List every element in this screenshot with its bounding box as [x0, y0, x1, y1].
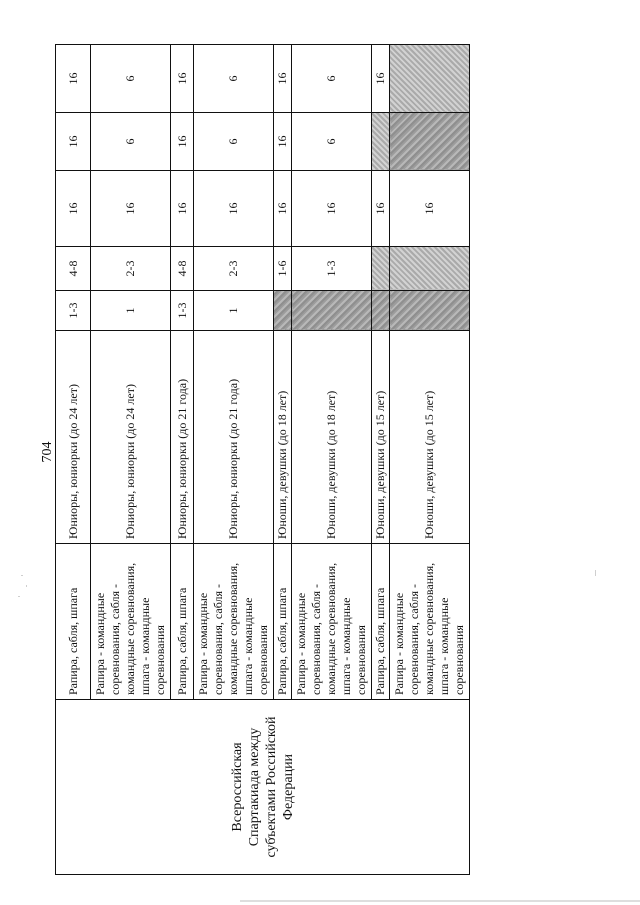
shaded-cell — [274, 291, 292, 331]
value-cell-5: 6 — [292, 45, 372, 113]
place-cell-2: 2-3 — [91, 247, 171, 291]
place-cell-1: 1 — [194, 291, 274, 331]
place-cell-2: 4-8 — [56, 247, 91, 291]
events-cell: Рапира - командные соревнования, сабля - командные соревнования, шпага - командные соревнования — [91, 544, 171, 700]
age-cell: Юноши, девушки (до 18 лет) — [292, 331, 372, 544]
shaded-cell — [390, 45, 470, 113]
place-cell-2: 1-3 — [292, 247, 372, 291]
age-cell: Юниоры, юниорки (до 24 лет) — [56, 331, 91, 544]
age-cell: Юноши, девушки (до 18 лет) — [274, 331, 292, 544]
value-cell-3: 16 — [292, 171, 372, 247]
place-cell-1: 1-3 — [171, 291, 194, 331]
place-cell-1: 1-3 — [56, 291, 91, 331]
age-cell: Юниоры, юниорки (до 24 лет) — [91, 331, 171, 544]
qualification-table — [55, 44, 470, 875]
value-cell-4: 6 — [292, 113, 372, 171]
value-cell-3: 16 — [274, 171, 292, 247]
value-cell-5: 16 — [171, 45, 194, 113]
value-cell-4: 16 — [171, 113, 194, 171]
events-cell: Рапира, сабля, шпага — [372, 544, 390, 700]
value-cell-4: 6 — [194, 113, 274, 171]
value-cell-3: 16 — [372, 171, 390, 247]
value-cell-5: 16 — [56, 45, 91, 113]
value-cell-5: 16 — [372, 45, 390, 113]
value-cell-5: 16 — [274, 45, 292, 113]
value-cell-3: 16 — [171, 171, 194, 247]
scan-speck — [21, 575, 23, 576]
table-row — [56, 45, 91, 875]
rotated-table-container — [55, 45, 466, 875]
shaded-cell — [372, 291, 390, 331]
scan-speck — [595, 570, 596, 576]
scan-edge — [240, 900, 640, 902]
shaded-cell — [390, 247, 470, 291]
events-cell: Рапира, сабля, шпага — [171, 544, 194, 700]
place-cell-2: 1-6 — [274, 247, 292, 291]
value-cell-4: 16 — [274, 113, 292, 171]
scan-speck — [26, 585, 27, 587]
events-cell: Рапира - командные соревнования, сабля - командные соревнования, шпага - командные соревнования — [390, 544, 470, 700]
value-cell-5: 6 — [91, 45, 171, 113]
shaded-cell — [390, 291, 470, 331]
place-cell-2: 2-3 — [194, 247, 274, 291]
value-cell-4: 16 — [56, 113, 91, 171]
competition-name: Всероссийская Спартакиада между субъектами Российской Федерации — [56, 700, 470, 875]
value-cell-3: 16 — [390, 171, 470, 247]
events-cell: Рапира - командные соревнования, сабля - командные соревнования, шпага - командные соревнования — [292, 544, 372, 700]
value-cell-3: 16 — [91, 171, 171, 247]
age-cell: Юниоры, юниорки (до 21 года) — [194, 331, 274, 544]
age-cell: Юноши, девушки (до 15 лет) — [372, 331, 390, 544]
events-cell: Рапира, сабля, шпага — [274, 544, 292, 700]
age-cell: Юноши, девушки (до 15 лет) — [390, 331, 470, 544]
shaded-cell — [390, 113, 470, 171]
shaded-cell — [372, 247, 390, 291]
place-cell-2: 4-8 — [171, 247, 194, 291]
shaded-cell — [372, 113, 390, 171]
place-cell-1: 1 — [91, 291, 171, 331]
value-cell-5: 6 — [194, 45, 274, 113]
events-cell: Рапира, сабля, шпага — [56, 544, 91, 700]
value-cell-3: 16 — [194, 171, 274, 247]
value-cell-3: 16 — [56, 171, 91, 247]
value-cell-4: 6 — [91, 113, 171, 171]
page-number: 704 — [40, 441, 55, 463]
age-cell: Юниоры, юниорки (до 21 года) — [171, 331, 194, 544]
scan-speck — [18, 596, 20, 597]
events-cell: Рапира - командные соревнования, сабля - командные соревнования, шпага - командные соревнования — [194, 544, 274, 700]
shaded-cell — [292, 291, 372, 331]
